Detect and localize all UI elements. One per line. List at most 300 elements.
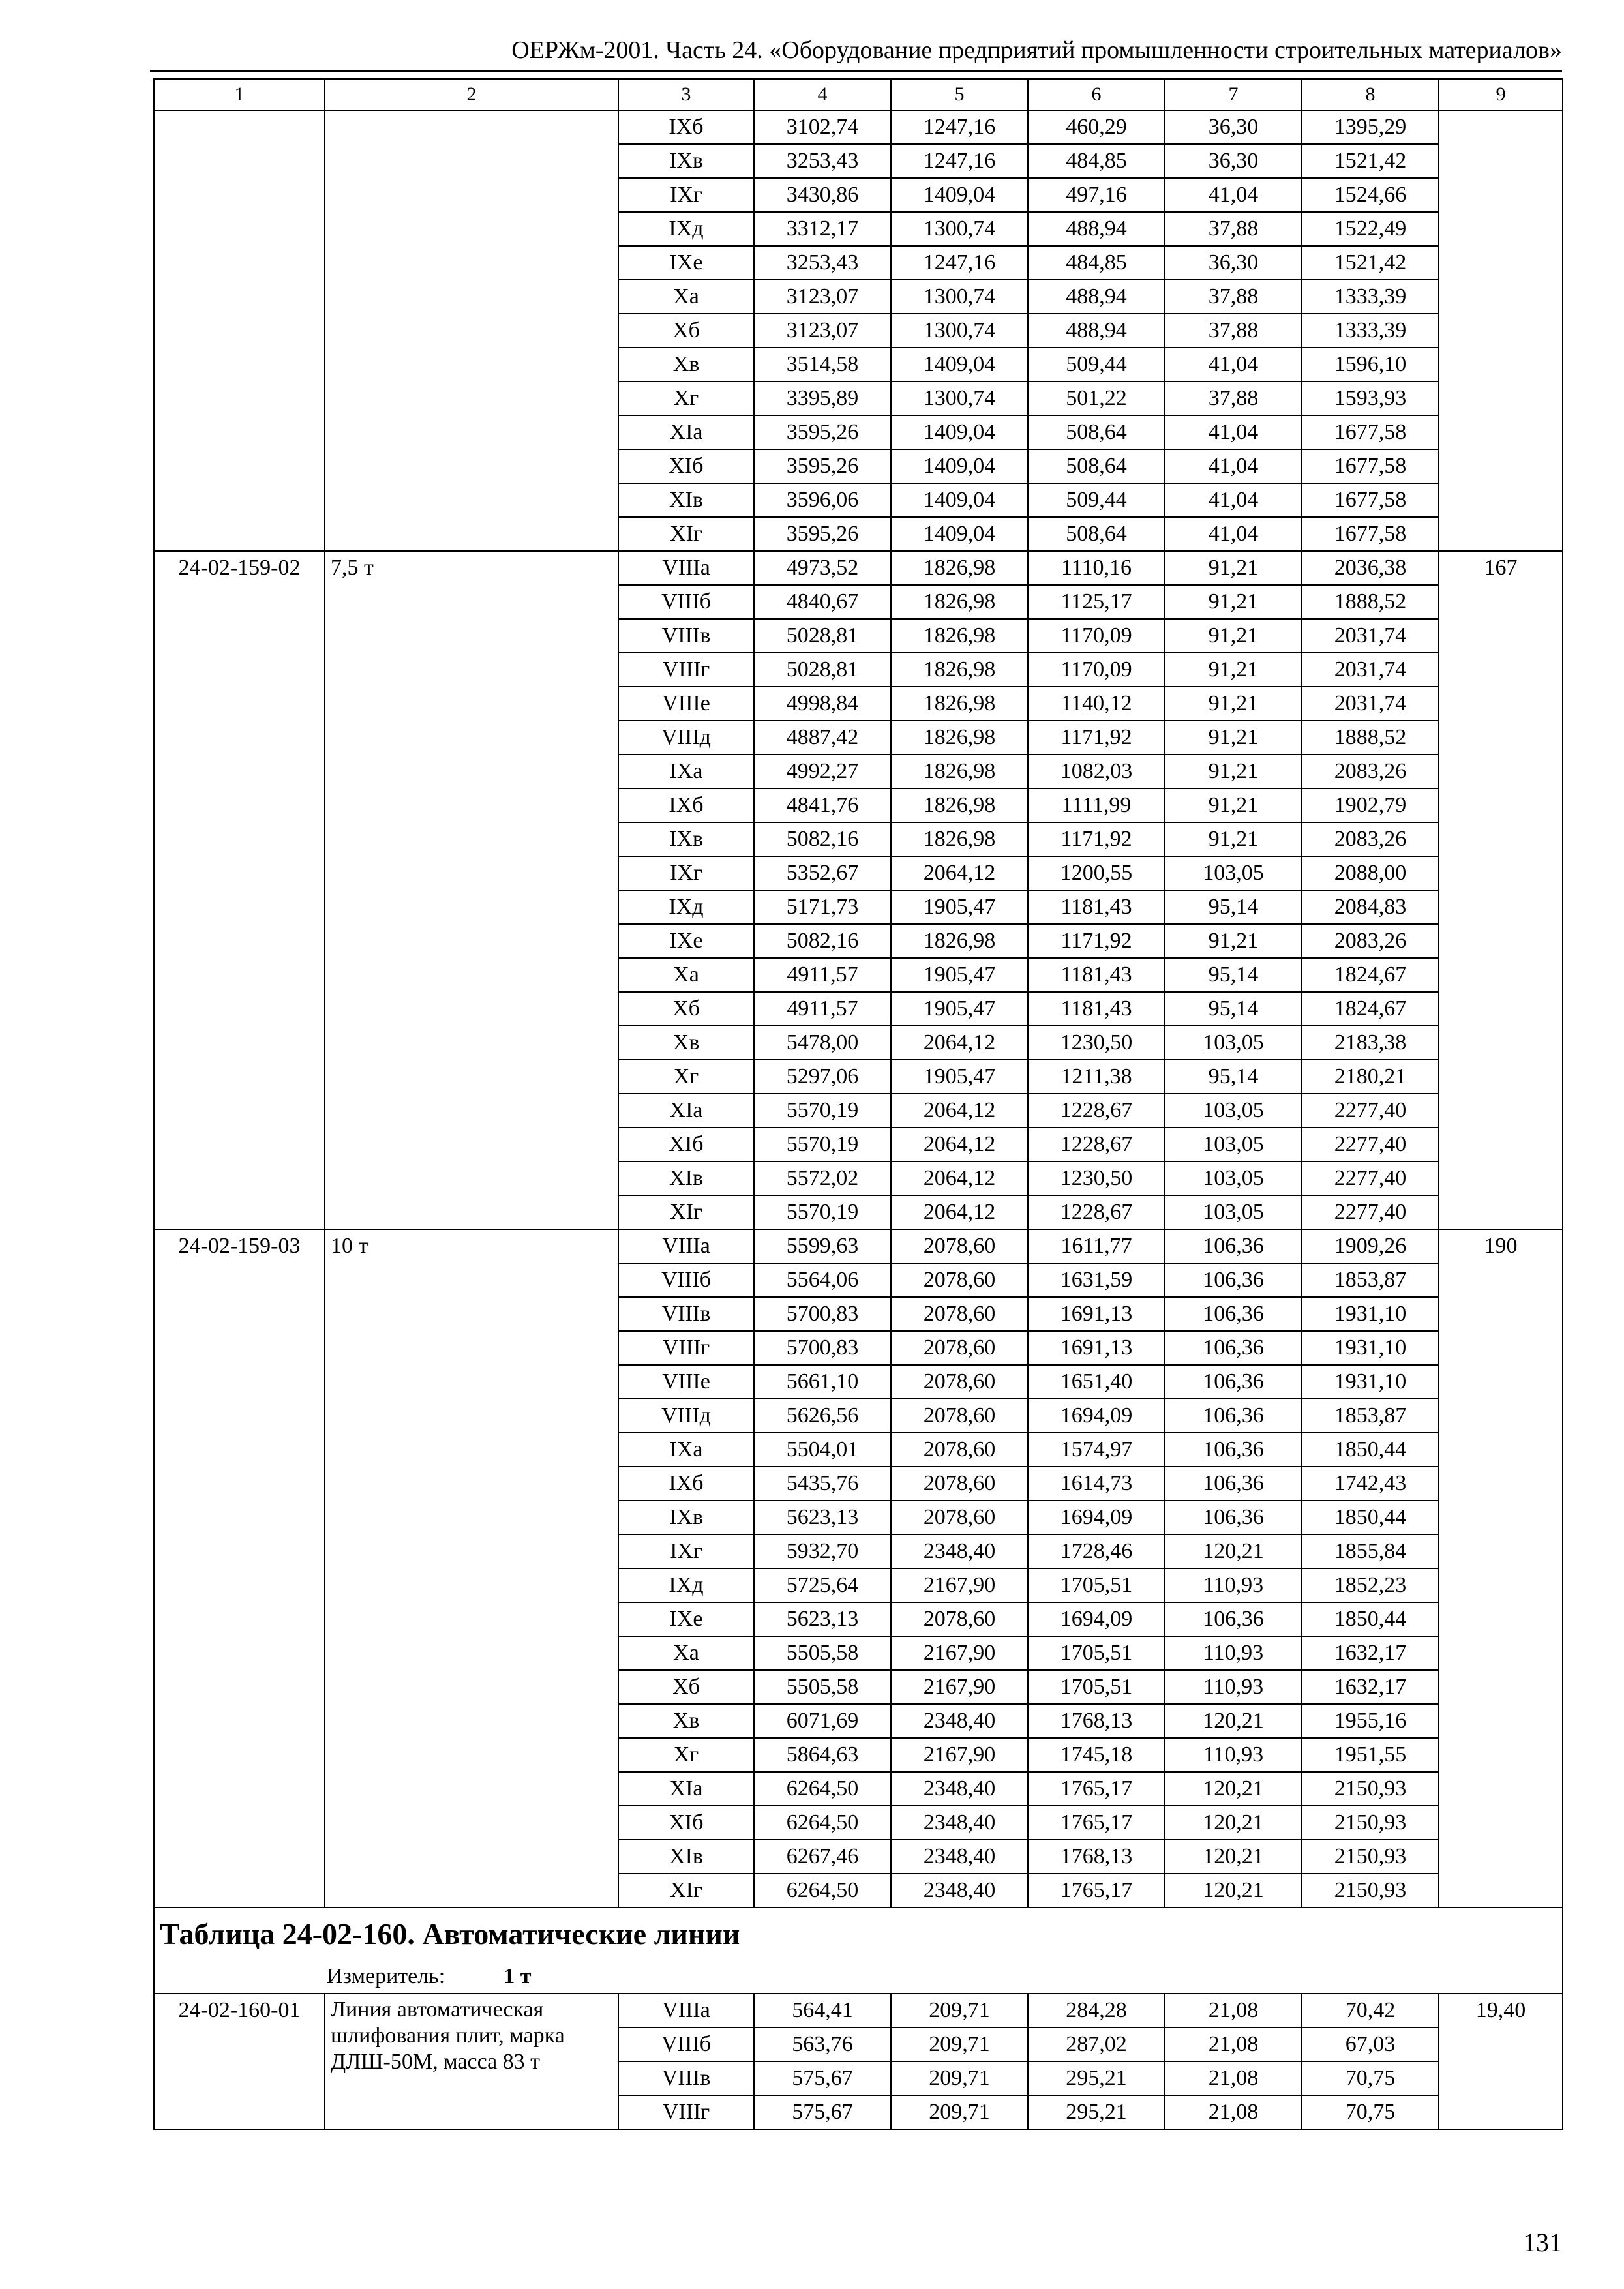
table-cell: 1632,17 — [1302, 1670, 1439, 1704]
table-cell: 110,93 — [1165, 1568, 1302, 1602]
table-cell: 6264,50 — [754, 1806, 891, 1840]
table-cell: 5661,10 — [754, 1365, 891, 1399]
column-number: 9 — [1439, 79, 1563, 110]
table-cell: 284,28 — [1028, 1994, 1165, 2027]
table-cell: 3123,07 — [754, 314, 891, 348]
table-cell: 488,94 — [1028, 314, 1165, 348]
table-cell: 3123,07 — [754, 280, 891, 314]
table-cell: 5572,02 — [754, 1161, 891, 1195]
table-cell: 3253,43 — [754, 246, 891, 280]
table-cell: 41,04 — [1165, 483, 1302, 517]
table-cell: 209,71 — [891, 1994, 1028, 2027]
table-cell: 1409,04 — [891, 178, 1028, 212]
table-cell: 1211,38 — [1028, 1060, 1165, 1094]
column-number: 5 — [891, 79, 1028, 110]
table-cell: 2150,93 — [1302, 1806, 1439, 1840]
item-code-cell — [154, 110, 325, 551]
table-cell: 484,85 — [1028, 246, 1165, 280]
table-cell: 37,88 — [1165, 212, 1302, 246]
table-cell: 5297,06 — [754, 1060, 891, 1094]
table-cell: 1082,03 — [1028, 755, 1165, 788]
table-cell: 1171,92 — [1028, 924, 1165, 958]
table-cell: 21,08 — [1165, 2027, 1302, 2061]
table-cell: 2064,12 — [891, 1026, 1028, 1060]
table-cell: 1909,26 — [1302, 1229, 1439, 1263]
table-cell: 41,04 — [1165, 517, 1302, 551]
table-cell: 6267,46 — [754, 1840, 891, 1874]
measure-label: Измеритель: — [327, 1964, 445, 1988]
table-cell: 1705,51 — [1028, 1568, 1165, 1602]
table-cell: IXд — [618, 212, 754, 246]
table-cell: 5725,64 — [754, 1568, 891, 1602]
table-cell: 70,42 — [1302, 1994, 1439, 2027]
table-cell: 1765,17 — [1028, 1806, 1165, 1840]
table-cell: 5599,63 — [754, 1229, 891, 1263]
table-row — [154, 110, 1563, 144]
table-cell: 110,93 — [1165, 1636, 1302, 1670]
table-cell: VIIIб — [618, 2027, 754, 2061]
table-cell: 103,05 — [1165, 1094, 1302, 1128]
table-cell: 1230,50 — [1028, 1026, 1165, 1060]
table-cell: IXд — [618, 890, 754, 924]
table-cell: 1694,09 — [1028, 1399, 1165, 1433]
table-cell: Xб — [618, 314, 754, 348]
table-cell: 41,04 — [1165, 449, 1302, 483]
table-cell: 2348,40 — [891, 1874, 1028, 1908]
table-cell: 5504,01 — [754, 1433, 891, 1467]
table-cell: 1824,67 — [1302, 992, 1439, 1026]
table-cell: 70,75 — [1302, 2061, 1439, 2095]
table-cell: 1826,98 — [891, 653, 1028, 687]
table-cell: 2036,38 — [1302, 551, 1439, 585]
table-cell: IXв — [618, 144, 754, 178]
table-row — [154, 1229, 1563, 1263]
table-cell: 1824,67 — [1302, 958, 1439, 992]
table-cell: IXг — [618, 1534, 754, 1568]
table-cell: 1300,74 — [891, 280, 1028, 314]
table-cell: 36,30 — [1165, 110, 1302, 144]
table-cell: 2088,00 — [1302, 856, 1439, 890]
item-col9-cell: 19,40 — [1439, 1994, 1563, 2129]
table-cell: 4998,84 — [754, 687, 891, 721]
table-cell: 3596,06 — [754, 483, 891, 517]
table-cell: 120,21 — [1165, 1806, 1302, 1840]
table-cell: VIIIв — [618, 619, 754, 653]
table-cell: 91,21 — [1165, 585, 1302, 619]
table-cell: 2078,60 — [891, 1229, 1028, 1263]
column-number: 1 — [154, 79, 325, 110]
table-cell: 1905,47 — [891, 890, 1028, 924]
table-cell: 575,67 — [754, 2095, 891, 2129]
table-cell: 106,36 — [1165, 1263, 1302, 1297]
table-cell: 295,21 — [1028, 2061, 1165, 2095]
table-cell: Xа — [618, 280, 754, 314]
table-cell: Xа — [618, 958, 754, 992]
table-cell: Xв — [618, 348, 754, 382]
table-cell: 21,08 — [1165, 1994, 1302, 2027]
table-cell: 209,71 — [891, 2027, 1028, 2061]
table-cell: Xб — [618, 992, 754, 1026]
table-cell: 2277,40 — [1302, 1128, 1439, 1161]
table-cell: 1521,42 — [1302, 144, 1439, 178]
table-cell: 2167,90 — [891, 1568, 1028, 1602]
table-cell: 2078,60 — [891, 1399, 1028, 1433]
table-cell: 4973,52 — [754, 551, 891, 585]
table-cell: 110,93 — [1165, 1670, 1302, 1704]
table-cell: 1902,79 — [1302, 788, 1439, 822]
table-cell: VIIIд — [618, 721, 754, 755]
table-body — [154, 79, 1563, 2129]
table-cell: 5028,81 — [754, 653, 891, 687]
item-name-cell — [325, 110, 618, 551]
table-cell: 4911,57 — [754, 958, 891, 992]
table-cell: 1765,17 — [1028, 1874, 1165, 1908]
table-cell: 1826,98 — [891, 551, 1028, 585]
table-cell: 1110,16 — [1028, 551, 1165, 585]
table-cell: 95,14 — [1165, 1060, 1302, 1094]
table-cell: 1300,74 — [891, 314, 1028, 348]
table-cell: 5505,58 — [754, 1636, 891, 1670]
table-cell: 1409,04 — [891, 517, 1028, 551]
table-cell: 1955,16 — [1302, 1704, 1439, 1738]
table-cell: VIIIд — [618, 1399, 754, 1433]
table-cell: VIIIб — [618, 1263, 754, 1297]
table-cell: 2064,12 — [891, 1128, 1028, 1161]
table-cell: IXг — [618, 178, 754, 212]
column-number: 2 — [325, 79, 618, 110]
table-cell: 1768,13 — [1028, 1840, 1165, 1874]
table-cell: 2167,90 — [891, 1738, 1028, 1772]
section-title: Таблица 24-02-160. Автоматические линии — [160, 1917, 740, 1951]
table-cell: 509,44 — [1028, 348, 1165, 382]
table-cell: 488,94 — [1028, 212, 1165, 246]
table-cell: 106,36 — [1165, 1365, 1302, 1399]
table-cell: 1826,98 — [891, 585, 1028, 619]
table-cell: XIг — [618, 1195, 754, 1229]
table-cell: 5028,81 — [754, 619, 891, 653]
table-cell: 1852,23 — [1302, 1568, 1439, 1602]
table-cell: 120,21 — [1165, 1840, 1302, 1874]
table-cell: 67,03 — [1302, 2027, 1439, 2061]
table-cell: Xг — [618, 382, 754, 415]
item-name-cell: 10 т — [325, 1229, 618, 1908]
table-cell: 3514,58 — [754, 348, 891, 382]
table-cell: 1170,09 — [1028, 653, 1165, 687]
table-cell: IXе — [618, 1602, 754, 1636]
table-cell: 1171,92 — [1028, 721, 1165, 755]
table-cell: 1905,47 — [891, 958, 1028, 992]
table-cell: 5570,19 — [754, 1128, 891, 1161]
table-cell: 2277,40 — [1302, 1094, 1439, 1128]
table-cell: 5570,19 — [754, 1195, 891, 1229]
table-cell: 2150,93 — [1302, 1772, 1439, 1806]
column-number: 8 — [1302, 79, 1439, 110]
table-cell: 1745,18 — [1028, 1738, 1165, 1772]
table-cell: 1574,97 — [1028, 1433, 1165, 1467]
table-cell: IXе — [618, 924, 754, 958]
table-cell: XIб — [618, 1128, 754, 1161]
table-cell: 1826,98 — [891, 755, 1028, 788]
table-cell: 508,64 — [1028, 517, 1165, 551]
table-cell: 2150,93 — [1302, 1874, 1439, 1908]
table-cell: XIб — [618, 449, 754, 483]
table-cell: 5932,70 — [754, 1534, 891, 1568]
table-cell: IXб — [618, 110, 754, 144]
table-cell: 106,36 — [1165, 1433, 1302, 1467]
rates-table — [153, 78, 1563, 2130]
column-number: 7 — [1165, 79, 1302, 110]
table-cell: 1855,84 — [1302, 1534, 1439, 1568]
table-cell: 1200,55 — [1028, 856, 1165, 890]
table-cell: VIIIа — [618, 1994, 754, 2027]
table-cell: XIв — [618, 1161, 754, 1195]
table-cell: 1826,98 — [891, 788, 1028, 822]
table-cell: 2078,60 — [891, 1297, 1028, 1331]
table-cell: 36,30 — [1165, 246, 1302, 280]
table-cell: 2150,93 — [1302, 1840, 1439, 1874]
table-cell: XIа — [618, 1094, 754, 1128]
table-cell: 106,36 — [1165, 1501, 1302, 1534]
document-header: ОЕРЖм-2001. Часть 24. «Оборудование предприятий промышленности строительных материалов» — [511, 37, 1562, 64]
measure-cell — [154, 1960, 1563, 1994]
table-cell: VIIIг — [618, 1331, 754, 1365]
table-cell: IXб — [618, 788, 754, 822]
table-cell: 1728,46 — [1028, 1534, 1165, 1568]
table-cell: 1170,09 — [1028, 619, 1165, 653]
table-row — [154, 551, 1563, 585]
table-cell: 1300,74 — [891, 382, 1028, 415]
table-cell: 1247,16 — [891, 246, 1028, 280]
table-cell: 2180,21 — [1302, 1060, 1439, 1094]
table-cell: 1905,47 — [891, 992, 1028, 1026]
table-cell: 1826,98 — [891, 687, 1028, 721]
table-cell: 1521,42 — [1302, 246, 1439, 280]
table-cell: 1853,87 — [1302, 1263, 1439, 1297]
table-cell: 1409,04 — [891, 415, 1028, 449]
table-cell: 5082,16 — [754, 822, 891, 856]
table-cell: IXг — [618, 856, 754, 890]
table-cell: 1691,13 — [1028, 1331, 1165, 1365]
table-cell: 21,08 — [1165, 2095, 1302, 2129]
table-cell: 575,67 — [754, 2061, 891, 2095]
table-cell: 1333,39 — [1302, 314, 1439, 348]
table-cell: XIв — [618, 483, 754, 517]
table-cell: 91,21 — [1165, 551, 1302, 585]
table-cell: 120,21 — [1165, 1534, 1302, 1568]
table-cell: 6071,69 — [754, 1704, 891, 1738]
table-cell: 1651,40 — [1028, 1365, 1165, 1399]
table-cell: XIг — [618, 1874, 754, 1908]
table-cell: 1765,17 — [1028, 1772, 1165, 1806]
table-cell: 103,05 — [1165, 1026, 1302, 1060]
table-cell: 5700,83 — [754, 1331, 891, 1365]
table-cell: 4840,67 — [754, 585, 891, 619]
table-cell: 497,16 — [1028, 178, 1165, 212]
table-cell: 5864,63 — [754, 1738, 891, 1772]
table-cell: 1230,50 — [1028, 1161, 1165, 1195]
table-cell: 37,88 — [1165, 314, 1302, 348]
table-cell: 4911,57 — [754, 992, 891, 1026]
table-cell: 5352,67 — [754, 856, 891, 890]
table-cell: 110,93 — [1165, 1738, 1302, 1772]
table-cell: Xг — [618, 1738, 754, 1772]
table-cell: 91,21 — [1165, 788, 1302, 822]
table-cell: 2083,26 — [1302, 924, 1439, 958]
table-cell: 1826,98 — [891, 924, 1028, 958]
table-cell: 3595,26 — [754, 449, 891, 483]
table-cell: 508,64 — [1028, 449, 1165, 483]
table-cell: 295,21 — [1028, 2095, 1165, 2129]
table-cell: 1677,58 — [1302, 517, 1439, 551]
table-cell: 1409,04 — [891, 483, 1028, 517]
table-cell: 3595,26 — [754, 415, 891, 449]
table-cell: 1181,43 — [1028, 890, 1165, 924]
table-cell: 3253,43 — [754, 144, 891, 178]
table-cell: 1611,77 — [1028, 1229, 1165, 1263]
table-cell: 103,05 — [1165, 1161, 1302, 1195]
table-cell: 2078,60 — [891, 1263, 1028, 1297]
table-cell: 1850,44 — [1302, 1602, 1439, 1636]
table-cell: 1850,44 — [1302, 1433, 1439, 1467]
table-cell: 1694,09 — [1028, 1602, 1165, 1636]
table-cell: 501,22 — [1028, 382, 1165, 415]
table-cell: XIв — [618, 1840, 754, 1874]
table-cell: 120,21 — [1165, 1874, 1302, 1908]
table-cell: 2078,60 — [891, 1331, 1028, 1365]
table-cell: 106,36 — [1165, 1602, 1302, 1636]
table-cell: 1596,10 — [1302, 348, 1439, 382]
table-cell: 1181,43 — [1028, 992, 1165, 1026]
table-cell: VIIIе — [618, 687, 754, 721]
table-cell: 2078,60 — [891, 1433, 1028, 1467]
table-cell: 563,76 — [754, 2027, 891, 2061]
table-cell: 2064,12 — [891, 856, 1028, 890]
table-cell: 5171,73 — [754, 890, 891, 924]
table-cell: 5435,76 — [754, 1467, 891, 1501]
table-cell: VIIIе — [618, 1365, 754, 1399]
table-cell: 1522,49 — [1302, 212, 1439, 246]
table-cell: 488,94 — [1028, 280, 1165, 314]
table-cell: 1888,52 — [1302, 721, 1439, 755]
table-cell: 1931,10 — [1302, 1297, 1439, 1331]
table-cell: 508,64 — [1028, 415, 1165, 449]
table-cell: 1300,74 — [891, 212, 1028, 246]
table-cell: 2031,74 — [1302, 653, 1439, 687]
table-cell: 3312,17 — [754, 212, 891, 246]
table-cell: 120,21 — [1165, 1704, 1302, 1738]
table-cell: 41,04 — [1165, 348, 1302, 382]
table-cell: IXа — [618, 1433, 754, 1467]
table-cell: VIIIа — [618, 1229, 754, 1263]
table-cell: 91,21 — [1165, 721, 1302, 755]
table-cell: 3595,26 — [754, 517, 891, 551]
table-cell: 1677,58 — [1302, 415, 1439, 449]
table-cell: 95,14 — [1165, 890, 1302, 924]
table-cell: 2083,26 — [1302, 755, 1439, 788]
table-cell: 2277,40 — [1302, 1161, 1439, 1195]
table-cell: 1228,67 — [1028, 1094, 1165, 1128]
table-cell: 5564,06 — [754, 1263, 891, 1297]
table-cell: 1409,04 — [891, 348, 1028, 382]
table-cell: 106,36 — [1165, 1331, 1302, 1365]
table-cell: 1395,29 — [1302, 110, 1439, 144]
page-number: 131 — [1523, 2228, 1562, 2257]
table-cell: 1694,09 — [1028, 1501, 1165, 1534]
item-col9-cell: 190 — [1439, 1229, 1563, 1908]
table-cell: 5478,00 — [754, 1026, 891, 1060]
table-cell: VIIIб — [618, 585, 754, 619]
item-col9-cell — [1439, 110, 1563, 551]
table-cell: 5623,13 — [754, 1602, 891, 1636]
table-cell: VIIIв — [618, 1297, 754, 1331]
table-cell: 1931,10 — [1302, 1365, 1439, 1399]
table-cell: 2078,60 — [891, 1501, 1028, 1534]
table-cell: IXа — [618, 755, 754, 788]
table-cell: 1705,51 — [1028, 1636, 1165, 1670]
table-cell: 1614,73 — [1028, 1467, 1165, 1501]
table-cell: 4887,42 — [754, 721, 891, 755]
table-cell: 2167,90 — [891, 1636, 1028, 1670]
table-cell: 37,88 — [1165, 382, 1302, 415]
table-cell: 5623,13 — [754, 1501, 891, 1534]
table-cell: 2031,74 — [1302, 619, 1439, 653]
table-cell: 5700,83 — [754, 1297, 891, 1331]
table-cell: 2277,40 — [1302, 1195, 1439, 1229]
item-name-cell: 7,5 т — [325, 551, 618, 1229]
measure-value: 1 т — [504, 1964, 532, 1988]
table-cell: VIIIв — [618, 2061, 754, 2095]
table-cell: 2084,83 — [1302, 890, 1439, 924]
table-cell: 2348,40 — [891, 1840, 1028, 1874]
table-cell: 1768,13 — [1028, 1704, 1165, 1738]
item-code-cell: 24-02-159-02 — [154, 551, 325, 1229]
table-cell: 1632,17 — [1302, 1636, 1439, 1670]
table-cell: 1951,55 — [1302, 1738, 1439, 1772]
table-cell: 509,44 — [1028, 483, 1165, 517]
table-cell: 2078,60 — [891, 1602, 1028, 1636]
table-cell: 2078,60 — [891, 1467, 1028, 1501]
table-cell: 1181,43 — [1028, 958, 1165, 992]
item-name-cell: Линия автоматическая шлифования плит, марка ДЛШ-50М, масса 83 т — [325, 1994, 618, 2129]
table-cell: 3395,89 — [754, 382, 891, 415]
table-row — [154, 1994, 1563, 2027]
table-cell: 1140,12 — [1028, 687, 1165, 721]
table-cell: 91,21 — [1165, 687, 1302, 721]
table-cell: 1409,04 — [891, 449, 1028, 483]
table-cell: Xа — [618, 1636, 754, 1670]
table-cell: IXв — [618, 822, 754, 856]
table-cell: 1850,44 — [1302, 1501, 1439, 1534]
table-cell: 91,21 — [1165, 822, 1302, 856]
table-cell: 2083,26 — [1302, 822, 1439, 856]
table-cell: 2348,40 — [891, 1772, 1028, 1806]
measure-row — [154, 1960, 1563, 1994]
table-cell: 5505,58 — [754, 1670, 891, 1704]
table-cell: 6264,50 — [754, 1772, 891, 1806]
section-title-row — [154, 1908, 1563, 1960]
header-rule — [150, 70, 1562, 72]
table-cell: 3430,86 — [754, 178, 891, 212]
table-cell: 106,36 — [1165, 1229, 1302, 1263]
table-cell: 4841,76 — [754, 788, 891, 822]
column-number-row — [154, 79, 1563, 110]
table-cell: 1247,16 — [891, 144, 1028, 178]
table-cell: 1677,58 — [1302, 449, 1439, 483]
table-cell: 1905,47 — [891, 1060, 1028, 1094]
table-cell: VIIIг — [618, 2095, 754, 2129]
table-cell: Xг — [618, 1060, 754, 1094]
table-cell: 91,21 — [1165, 653, 1302, 687]
